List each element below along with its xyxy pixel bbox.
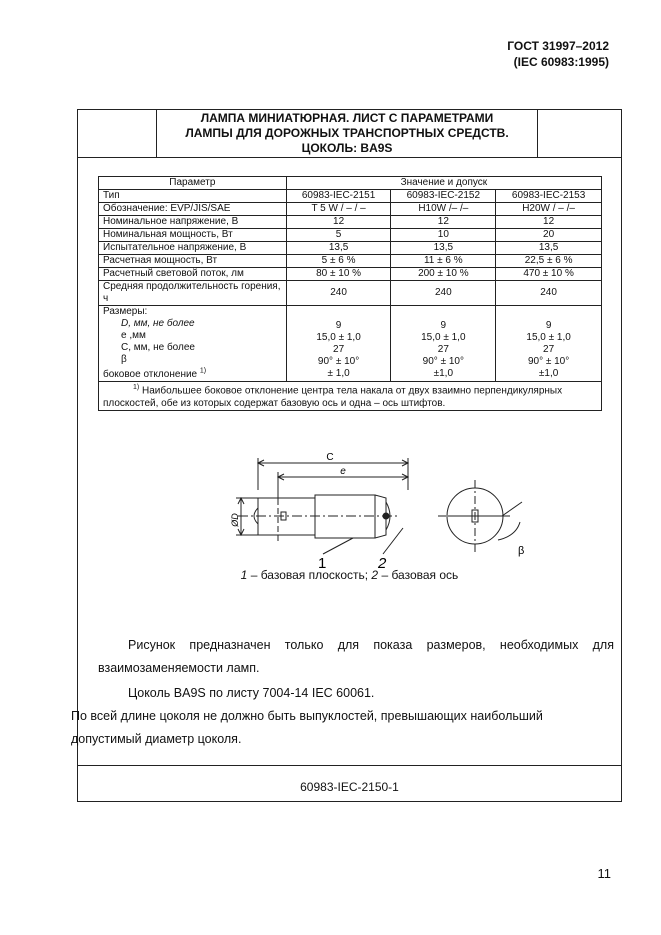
dim-value: 27: [437, 343, 449, 355]
dim-d: D, мм, не более: [121, 318, 195, 329]
row-param: Номинальная мощность, Вт: [99, 229, 287, 242]
row-param: Расчетная мощность, Вт: [99, 255, 287, 268]
row-value: 13,5: [391, 242, 496, 255]
sheet-frame: [71, 109, 622, 802]
table-row: [99, 216, 602, 229]
table-header-row: [99, 177, 602, 190]
parameters-table: [98, 176, 602, 411]
row-value: 60983-IEC-2151: [286, 190, 391, 203]
title-line-3: ЦОКОЛЬ: BA9S: [301, 141, 393, 155]
row-value: 22,5 ± 6 %: [496, 255, 602, 268]
label-1: 1: [318, 555, 327, 572]
table-row: [99, 268, 602, 281]
dim-value: 9: [335, 319, 342, 331]
dims-col-2153: [496, 306, 602, 382]
table-row: [99, 255, 602, 268]
row-param: Номинальное напряжение, В: [99, 216, 287, 229]
title-row: [78, 110, 621, 158]
header-param: Параметр: [99, 177, 287, 190]
row-param: Испытательное напряжение, В: [99, 242, 287, 255]
table-row: [99, 203, 602, 216]
table-row: [99, 242, 602, 255]
code-divider: [78, 765, 621, 766]
row-value: 11 ± 6 %: [391, 255, 496, 268]
row-param: Средняя продолжительность горения, ч: [99, 281, 287, 306]
row-value: 470 ± 10 %: [496, 268, 602, 281]
label-beta: β: [518, 545, 525, 557]
dim-beta: β: [121, 354, 127, 365]
row-value: 12: [496, 216, 602, 229]
row-value: 240: [286, 281, 391, 306]
row-param: Тип: [99, 190, 287, 203]
paragraph-protrusions: По всей длине цоколя не должно быть выпуклостей, превышающих наибольший допустимый диаметр цоколя.: [71, 709, 543, 746]
row-value: 12: [391, 216, 496, 229]
dim-value: 15,0 ± 1,0: [316, 331, 361, 343]
dim-value: ± 1,0: [327, 367, 350, 379]
dim-lateral: боковое отклонение $^{1)}$: [103, 368, 207, 381]
dim-value: 27: [333, 343, 345, 355]
dim-e: e ,мм: [121, 330, 146, 341]
label-c: C: [326, 452, 334, 463]
dim-value: 27: [543, 343, 555, 355]
dim-value: 15,0 ± 1,0: [526, 331, 571, 343]
label-d: ØD: [230, 513, 240, 527]
dim-value: 9: [545, 319, 552, 331]
row-value: T 5 W / – / –: [286, 203, 391, 216]
row-value: 12: [286, 216, 391, 229]
row-value: 5 ± 6 %: [286, 255, 391, 268]
label-2: 2: [378, 555, 387, 572]
dim-value: 9: [440, 319, 447, 331]
footnote-row: [99, 382, 602, 410]
row-value: 13,5: [286, 242, 391, 255]
table-row: [99, 229, 602, 242]
table-row: [99, 281, 602, 306]
dimensions-row: [99, 306, 602, 382]
label-e: e: [340, 466, 346, 477]
row-value: 240: [496, 281, 602, 306]
row-param: Расчетный световой поток, лм: [99, 268, 287, 281]
dim-value: 90° ± 10°: [527, 355, 570, 367]
row-value: 5: [286, 229, 391, 242]
dim-c: C, мм, не более: [121, 342, 195, 353]
dimensions-labels: [99, 306, 287, 382]
dim-value: 15,0 ± 1,0: [421, 331, 466, 343]
paragraph-purpose: Рисунок предназначен только для показа размеров, необходимых для взаимозаменяемости ламп.: [98, 638, 614, 675]
title-line-1: ЛАМПА МИНИАТЮРНАЯ. ЛИСТ С ПАРАМЕТРАМИ: [200, 111, 494, 125]
row-value: 60983-IEC-2153: [496, 190, 602, 203]
dim-value: ±1,0: [538, 367, 559, 379]
lamp-drawing: [78, 450, 621, 580]
row-value: H10W /– /–: [391, 203, 496, 216]
row-value: 13,5: [496, 242, 602, 255]
row-value: 240: [391, 281, 496, 306]
footnote: $^{1)}$ Наибольшее боковое отклонение центра тела накала от двух взаимно перпендикулярных плоскостей, обе из которых содержат базовую ось и одна – ось штифтов.: [99, 382, 602, 410]
row-value: 10: [391, 229, 496, 242]
sheet-title: [156, 110, 538, 157]
iec-reference: (IEC 60983:1995): [513, 55, 609, 69]
dim-value: 90° ± 10°: [317, 355, 360, 367]
standard-number: ГОСТ 31997–2012: [507, 39, 609, 53]
header-values: Значение и допуск: [286, 177, 601, 190]
dims-label: Размеры:: [103, 306, 148, 317]
sheet-code: 60983-IEC-2150-1: [300, 780, 399, 794]
title-line-2: ЛАМПЫ ДЛЯ ДОРОЖНЫХ ТРАНСПОРТНЫХ СРЕДСТВ.: [185, 126, 509, 140]
row-value: 80 ± 10 %: [286, 268, 391, 281]
standard-header: [507, 38, 609, 70]
dim-value: 90° ± 10°: [422, 355, 464, 367]
dim-value: ±1,0: [433, 367, 454, 379]
row-param: Обозначение: EVP/JIS/SAE: [99, 203, 287, 216]
table-row: [99, 190, 602, 203]
row-value: H20W / – /–: [496, 203, 602, 216]
row-value: 20: [496, 229, 602, 242]
figure-caption: 1 – базовая плоскость; 2 – базовая ось: [240, 568, 459, 582]
page-number: 11: [597, 866, 611, 881]
row-value: 60983-IEC-2152: [391, 190, 496, 203]
row-value: 200 ± 10 %: [391, 268, 496, 281]
dims-col-2152: [391, 306, 496, 382]
paragraph-base: Цоколь BA9S по листу 7004-14 IEC 60061.: [128, 686, 375, 700]
dims-col-2151: [286, 306, 391, 382]
